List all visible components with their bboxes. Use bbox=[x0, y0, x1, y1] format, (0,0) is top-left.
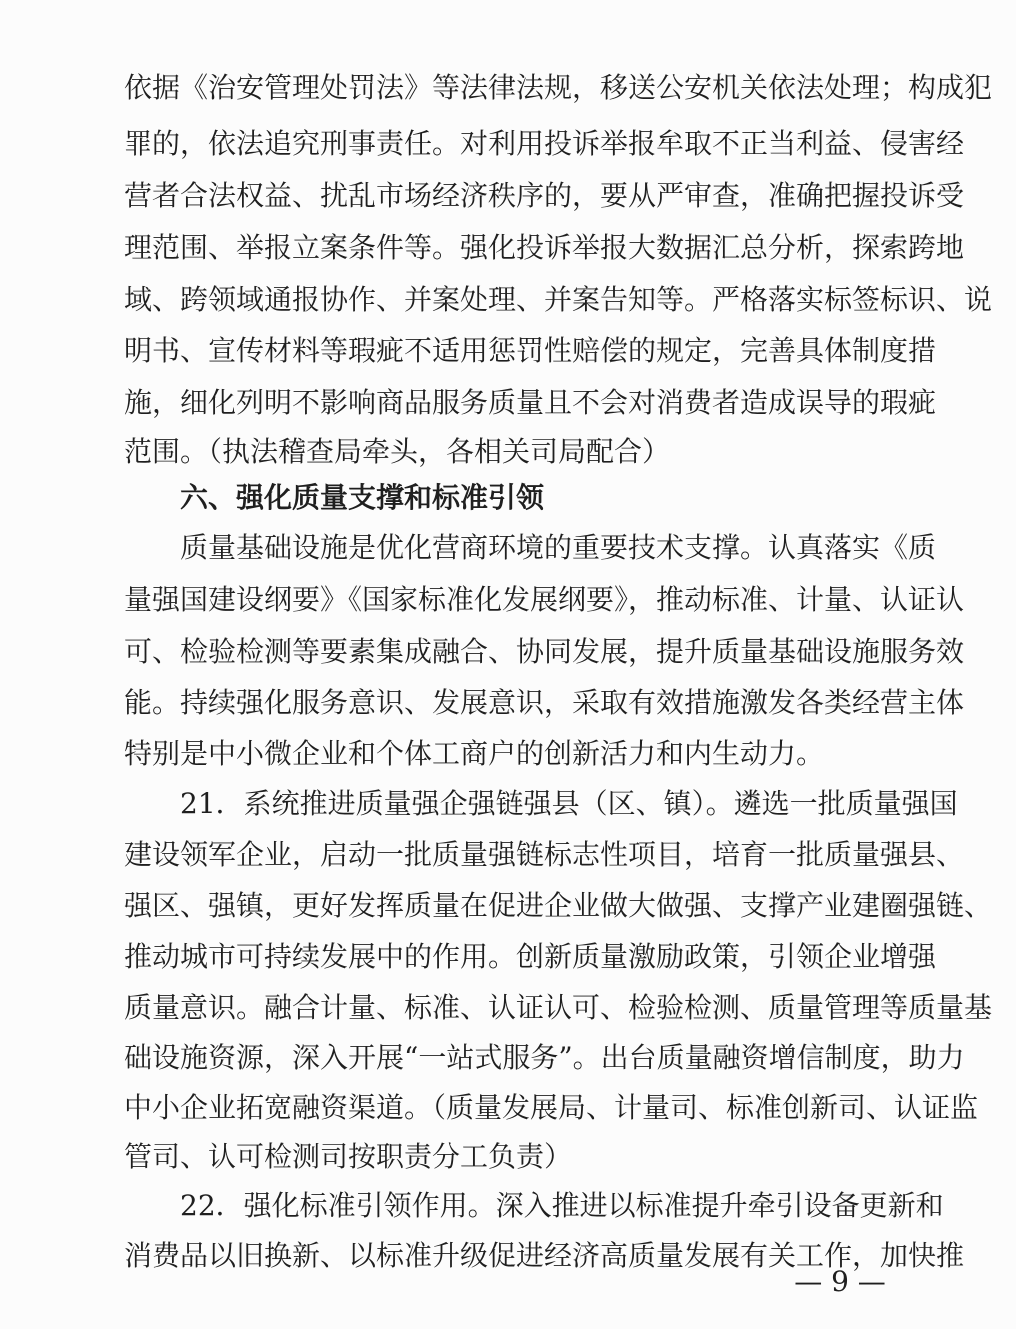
section-paragraph-line: 特别是中小微企业和个体工商户的创新活力和内生动力。 bbox=[124, 737, 825, 770]
paragraph-line: 营者合法权益、扰乱市场经济秩序的，要从严审查，准确把握投诉受 bbox=[124, 179, 965, 212]
paragraph-line: 域、跨领域通报协作、并案处理、并案告知等。严格落实标签标识、说 bbox=[124, 283, 993, 316]
item-22-line: 消费品以旧换新、以标准升级促进经济高质量发展有关工作，加快推 bbox=[124, 1239, 965, 1272]
paragraph-line: 理范围、举报立案条件等。强化投诉举报大数据汇总分析，探索跨地 bbox=[124, 231, 965, 264]
item-21-line: 管司、认可检测司按职责分工负责） bbox=[124, 1140, 573, 1173]
section-paragraph-line: 能。持续强化服务意识、发展意识，采取有效措施激发各类经营主体 bbox=[124, 686, 965, 719]
page-number: — 9 — bbox=[794, 1265, 886, 1298]
section-paragraph-line: 可、检验检测等要素集成融合、协同发展，提升质量基础设施服务效 bbox=[124, 635, 965, 668]
item-21-line: 21．系统推进质量强企强链强县（区、镇）。遴选一批质量强国 bbox=[180, 787, 958, 820]
item-21-line: 推动城市可持续发展中的作用。创新质量激励政策，引领企业增强 bbox=[124, 940, 937, 973]
item-21-line: 建设领军企业，启动一批质量强链标志性项目，培育一批质量强县、 bbox=[124, 838, 965, 871]
section-heading: 六、强化质量支撑和标准引领 bbox=[180, 481, 545, 514]
item-21-line: 中小企业拓宽融资渠道。（质量发展局、计量司、标准创新司、认证监 bbox=[124, 1091, 979, 1124]
item-21-line: 质量意识。融合计量、标准、认证认可、检验检测、质量管理等质量基 bbox=[124, 991, 993, 1024]
item-22-line: 22．强化标准引领作用。深入推进以标准提升牵引设备更新和 bbox=[180, 1189, 944, 1222]
paragraph-line: 范围。（执法稽查局牵头，各相关司局配合） bbox=[124, 435, 671, 468]
section-paragraph-line: 质量基础设施是优化营商环境的重要技术支撑。认真落实《质 bbox=[180, 531, 937, 564]
section-paragraph-line: 量强国建设纲要》《国家标准化发展纲要》，推动标准、计量、认证认 bbox=[124, 583, 965, 616]
item-21-line: 强区、强镇，更好发挥质量在促进企业做大做强、支撑产业建圈强链、 bbox=[124, 889, 993, 922]
item-21-line: 础设施资源，深入开展“一站式服务”。出台质量融资增信制度，助力 bbox=[124, 1041, 965, 1074]
paragraph-line: 罪的，依法追究刑事责任。对利用投诉举报牟取不正当利益、侵害经 bbox=[124, 127, 965, 160]
paragraph-line: 施，细化列明不影响商品服务质量且不会对消费者造成误导的瑕疵 bbox=[124, 386, 937, 419]
paragraph-line: 明书、宣传材料等瑕疵不适用惩罚性赔偿的规定，完善具体制度措 bbox=[124, 334, 937, 367]
paragraph-line: 依据《治安管理处罚法》等法律法规，移送公安机关依法处理；构成犯 bbox=[124, 71, 993, 104]
